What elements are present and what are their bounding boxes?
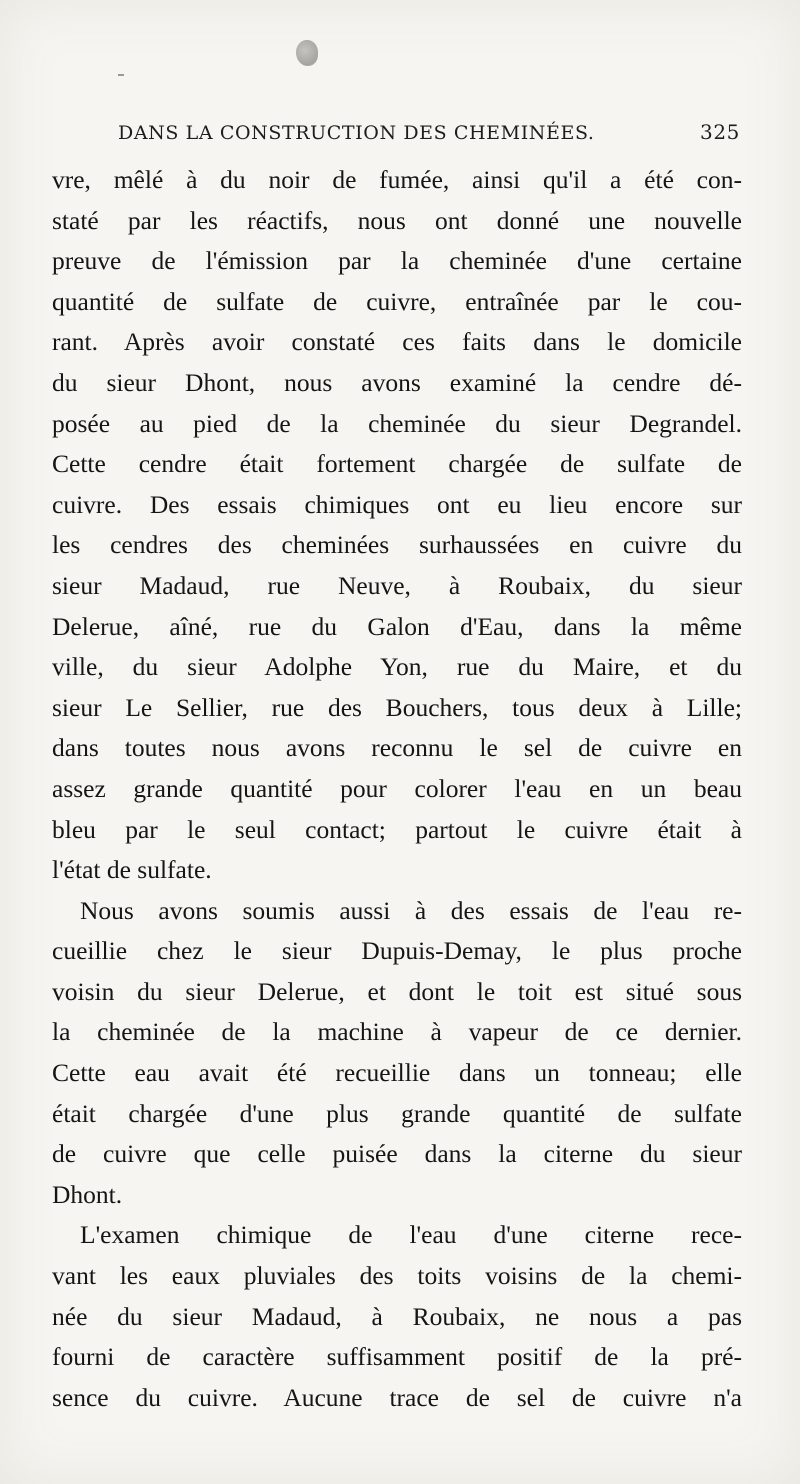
text-line: Dhont. bbox=[52, 1179, 123, 1209]
running-title: DANS LA CONSTRUCTION DES CHEMINÉES. bbox=[118, 122, 595, 144]
text-line: Cette eau avait été recueillie dans un tonneau; elle bbox=[52, 1058, 742, 1088]
text-line: la cheminée de la machine à vapeur de ce dernier. bbox=[52, 1017, 742, 1047]
paragraph-2 bbox=[52, 891, 742, 1216]
page-number: 325 bbox=[700, 120, 740, 144]
text-line: voisin du sieur Delerue, et dont le toit est situé sous bbox=[52, 976, 742, 1006]
text-line: assez grande quantité pour colorer l'eau en un beau bbox=[52, 773, 742, 803]
text-line: fourni de caractère suffisamment positif de la pré- bbox=[52, 1342, 742, 1372]
text-line: ville, du sieur Adolphe Yon, rue du Maire, et du bbox=[52, 652, 742, 682]
body-text bbox=[52, 160, 742, 1418]
text-line: du sieur Dhont, nous avons examiné la cendre dé- bbox=[52, 367, 742, 397]
text-line: dans toutes nous avons reconnu le sel de cuivre en bbox=[52, 733, 742, 763]
text-line: rant. Après avoir constaté ces faits dans le domicile bbox=[52, 327, 742, 357]
text-line: sence du cuivre. Aucune trace de sel de cuivre n'a bbox=[52, 1382, 742, 1412]
paragraph-1 bbox=[52, 160, 742, 891]
ink-speck bbox=[118, 74, 124, 76]
text-line: bleu par le seul contact; partout le cuivre était à bbox=[52, 814, 742, 844]
text-line: preuve de l'émission par la cheminée d'une certaine bbox=[52, 246, 742, 276]
text-line: les cendres des cheminées surhaussées en cuivre du bbox=[52, 530, 742, 560]
running-head bbox=[118, 120, 740, 144]
text-line: sieur Le Sellier, rue des Bouchers, tous deux à Lille; bbox=[52, 692, 742, 722]
text-line: était chargée d'une plus grande quantité de sulfate bbox=[52, 1098, 742, 1128]
text-line: Cette cendre était fortement chargée de sulfate de bbox=[52, 449, 742, 479]
text-line: sieur Madaud, rue Neuve, à Roubaix, du sieur bbox=[52, 570, 742, 600]
text-line: posée au pied de la cheminée du sieur Degrandel. bbox=[52, 408, 742, 438]
text-line: quantité de sulfate de cuivre, entraînée par le cou- bbox=[52, 286, 742, 316]
text-line: née du sieur Madaud, à Roubaix, ne nous a pas bbox=[52, 1301, 742, 1331]
paragraph-3 bbox=[52, 1215, 742, 1418]
ink-blot bbox=[296, 40, 318, 66]
text-line: staté par les réactifs, nous ont donné une nouvelle bbox=[52, 205, 742, 235]
text-line: Delerue, aîné, rue du Galon d'Eau, dans la même bbox=[52, 611, 742, 641]
text-line: l'état de sulfate. bbox=[52, 855, 212, 885]
text-line: cuivre. Des essais chimiques ont eu lieu encore sur bbox=[52, 489, 742, 519]
text-line: de cuivre que celle puisée dans la citerne du sieur bbox=[52, 1139, 742, 1169]
text-line: vre, mêlé à du noir de fumée, ainsi qu'il a été con- bbox=[52, 165, 742, 194]
text-line: vant les eaux pluviales des toits voisins de la chemi- bbox=[52, 1261, 742, 1291]
text-line: Nous avons soumis aussi à des essais de l'eau re- bbox=[80, 895, 742, 925]
text-line: L'examen chimique de l'eau d'une citerne rece- bbox=[80, 1220, 742, 1250]
text-line: cueillie chez le sieur Dupuis-Demay, le plus proche bbox=[52, 936, 742, 966]
